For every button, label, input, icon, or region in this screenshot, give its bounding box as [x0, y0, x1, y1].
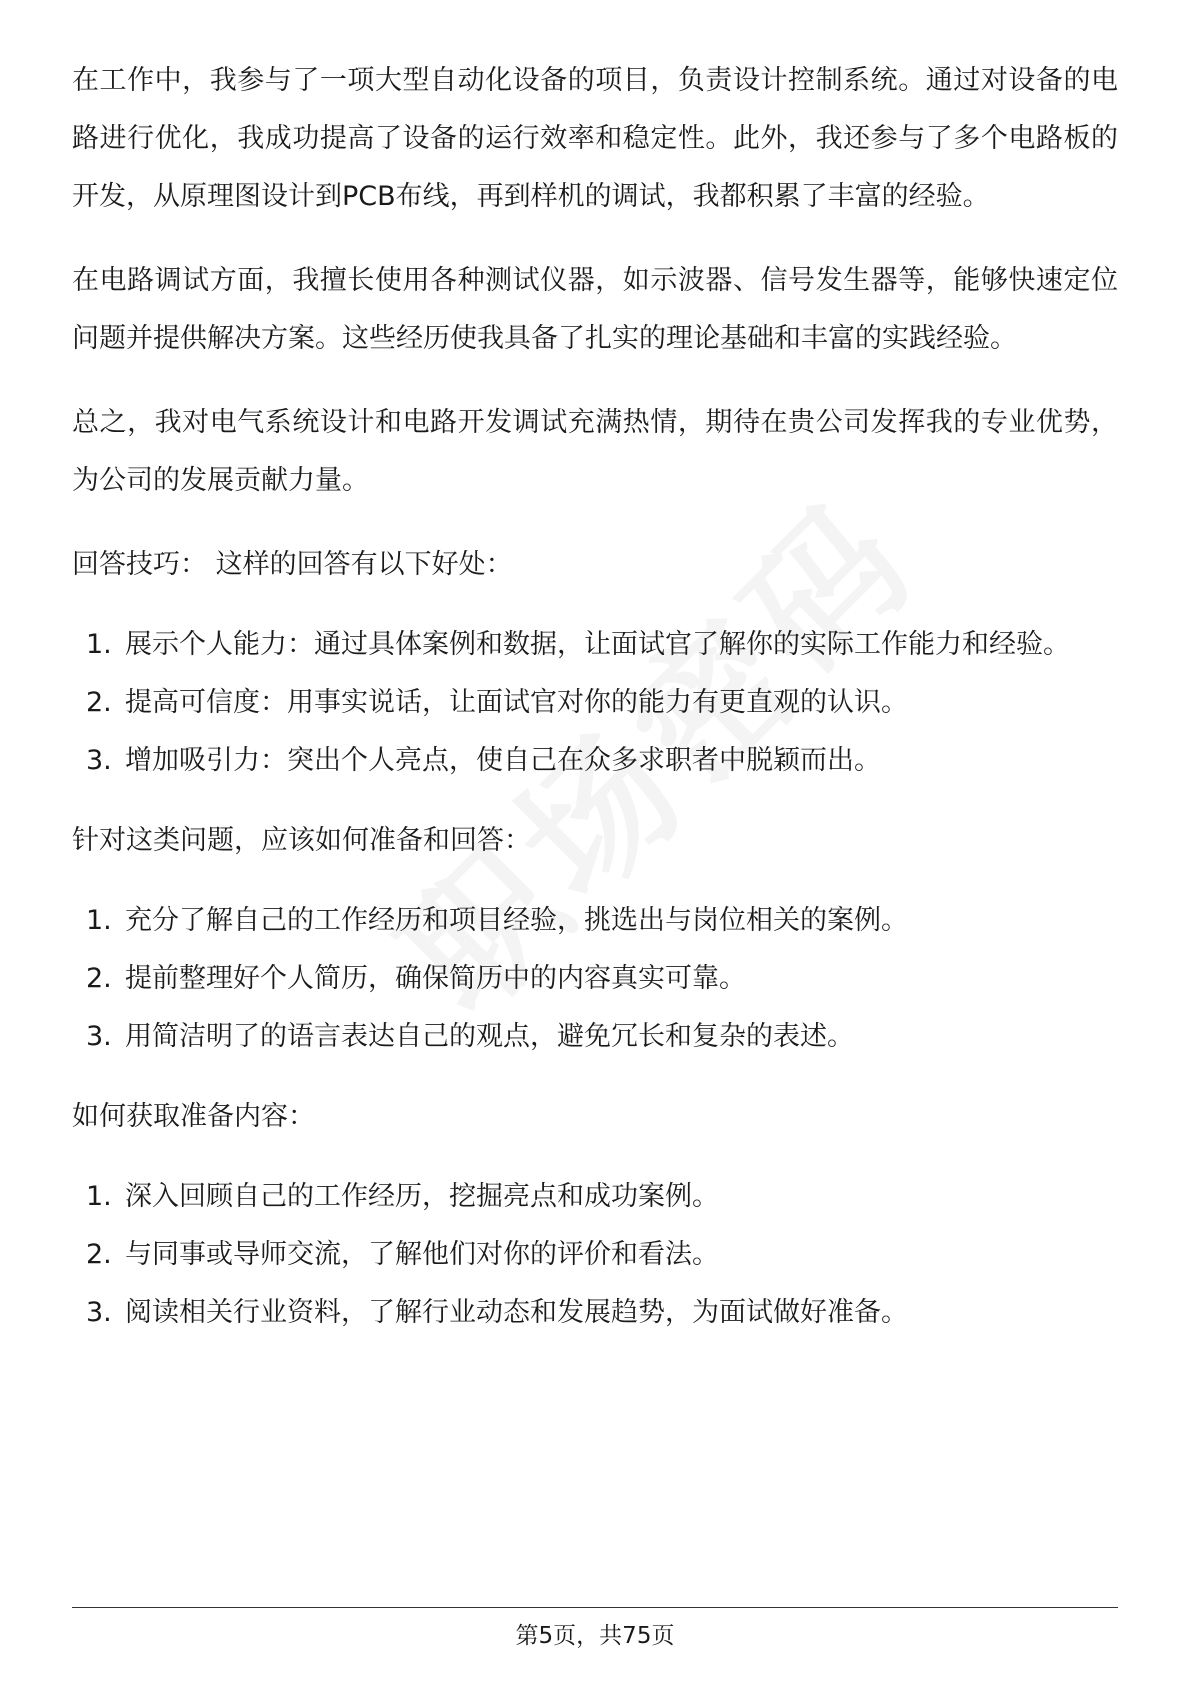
list-item-text: 阅读相关行业资料，了解行业动态和发展趋势，为面试做好准备。	[125, 1297, 908, 1328]
list-item	[72, 1168, 1118, 1226]
document-body	[72, 52, 1118, 1364]
list-number: 1.	[86, 905, 112, 936]
list-item	[72, 1008, 1118, 1066]
list-item-text: 与同事或导师交流，了解他们对你的评价和看法。	[125, 1239, 719, 1270]
list-item-text: 充分了解自己的工作经历和项目经验，挑选出与岗位相关的案例。	[125, 905, 908, 936]
list-item-text: 用简洁明了的语言表达自己的观点，避免冗长和复杂的表述。	[125, 1021, 854, 1052]
obtain-heading: 如何获取准备内容：	[72, 1101, 315, 1132]
list-item	[72, 892, 1118, 950]
tips-heading: 回答技巧： 这样的回答有以下好处：	[72, 549, 513, 580]
paragraph-summary: 总之，我对电气系统设计和电路开发调试充满热情，期待在贵公司发挥我的专业优势，为公司的发展贡献力量。	[72, 407, 1118, 496]
obtain-list	[72, 1168, 1118, 1342]
list-item-text: 增加吸引力：突出个人亮点，使自己在众多求职者中脱颖而出。	[125, 745, 881, 776]
paragraph-debugging: 在电路调试方面，我擅长使用各种测试仪器，如示波器、信号发生器等，能够快速定位问题并提供解决方案。这些经历使我具备了扎实的理论基础和丰富的实践经验。	[72, 265, 1118, 354]
list-number: 2.	[86, 963, 112, 994]
list-item-text: 深入回顾自己的工作经历，挖掘亮点和成功案例。	[125, 1181, 719, 1212]
list-item-text: 展示个人能力：通过具体案例和数据，让面试官了解你的实际工作能力和经验。	[125, 629, 1070, 660]
list-number: 1.	[86, 629, 112, 660]
list-number: 3.	[86, 745, 112, 776]
list-item	[72, 616, 1118, 674]
prepare-heading: 针对这类问题，应该如何准备和回答：	[72, 825, 531, 856]
list-number: 3.	[86, 1297, 112, 1328]
list-item	[72, 674, 1118, 732]
prepare-list	[72, 892, 1118, 1066]
list-item-text: 提前整理好个人简历，确保简历中的内容真实可靠。	[125, 963, 746, 994]
list-item	[72, 1226, 1118, 1284]
page-number: 第5页，共75页	[515, 1623, 675, 1649]
list-item	[72, 1284, 1118, 1342]
tips-list	[72, 616, 1118, 790]
list-number: 3.	[86, 1021, 112, 1052]
list-item	[72, 732, 1118, 790]
list-item	[72, 950, 1118, 1008]
list-number: 2.	[86, 687, 112, 718]
list-number: 2.	[86, 1239, 112, 1270]
footer-divider	[72, 1607, 1118, 1608]
list-item-text: 提高可信度：用事实说话，让面试官对你的能力有更直观的认识。	[125, 687, 908, 718]
paragraph-work-experience: 在工作中，我参与了一项大型自动化设备的项目，负责设计控制系统。通过对设备的电路进行优化，我成功提高了设备的运行效率和稳定性。此外，我还参与了多个电路板的开发，从原理图设计到PCB布线，再到样机的调试，我都积累了丰富的经验。	[72, 65, 1118, 212]
list-number: 1.	[86, 1181, 112, 1212]
